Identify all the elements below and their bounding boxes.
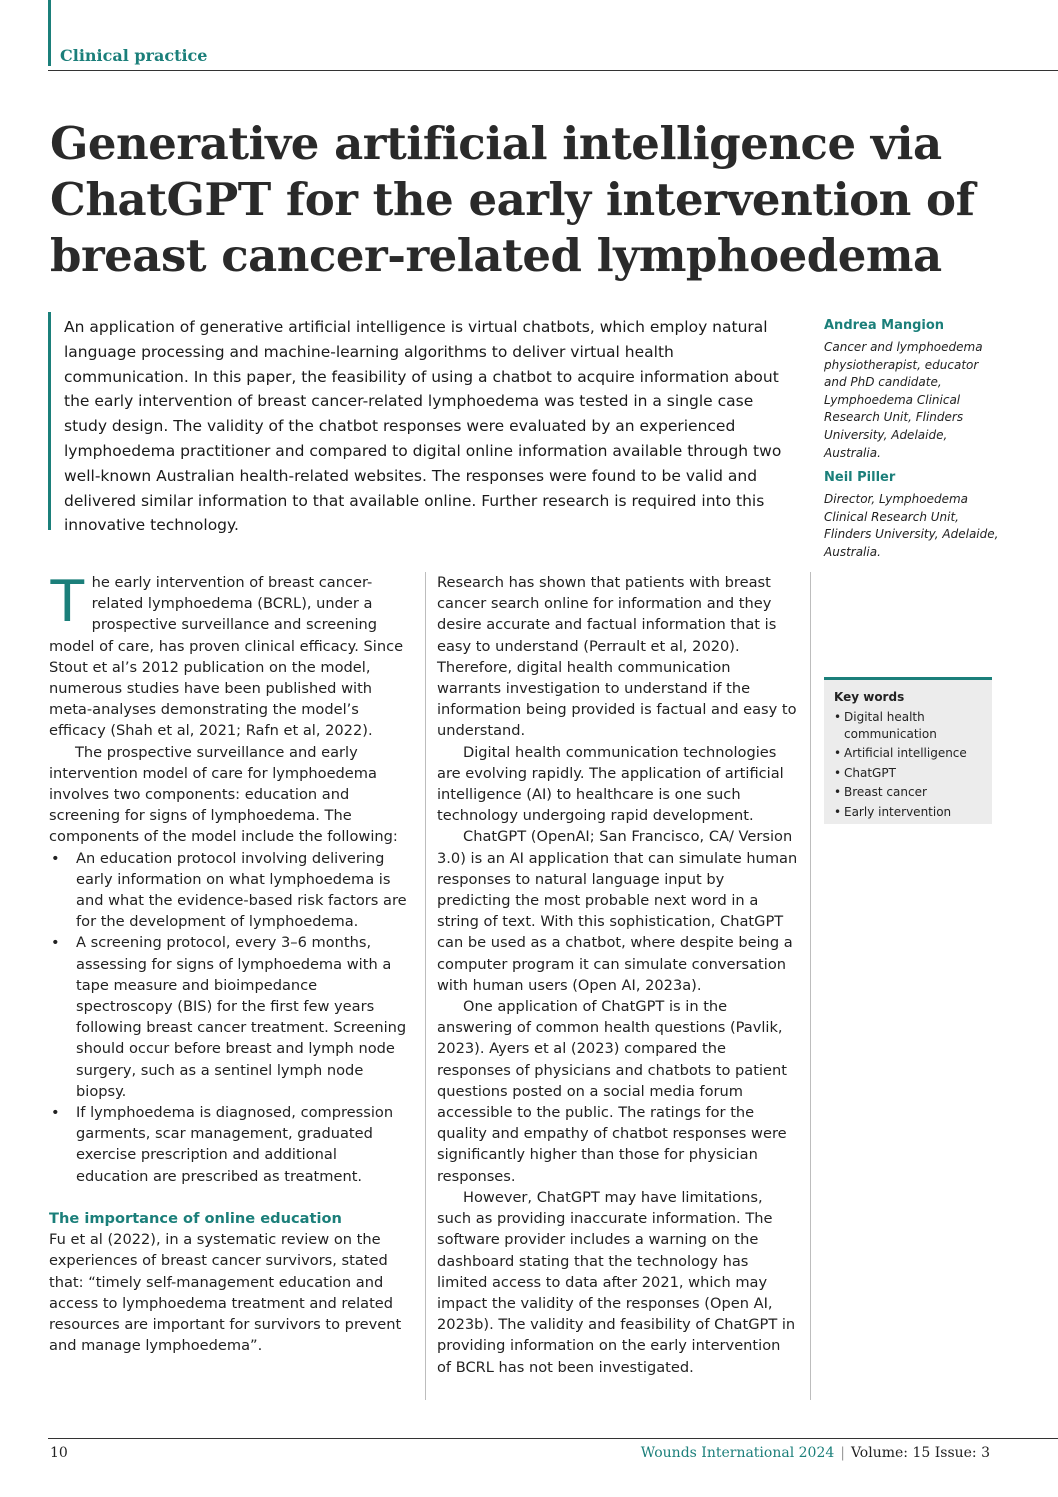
body-paragraph: ChatGPT (OpenAI; San Francisco, CA/ Version 3.0) is an AI application that can simulate human responses to natural language input by predicting the most probable next word in a string of text. With this sophistication, ChatGPT can be used as a chatbot, where despite being a computer program it can simulate conversation with human users (Open AI, 2023a). (437, 828, 798, 994)
keyword-item: • Breast cancer (834, 784, 982, 801)
author-name: Neil Piller (824, 470, 896, 486)
body-paragraph: Research has shown that patients with breast cancer search online for information and they desire accurate and factual information that is easy to understand (Perrault et al, 2020). Therefore, digital health communication warrants investigation to understand if the information being provided is factual and easy to understand. (437, 574, 797, 740)
journal-issue: Volume: 15 Issue: 3 (850, 1445, 990, 1461)
keywords-box (824, 677, 992, 824)
article-title: Generative artificial intelligence via ChatGPT for the early intervention of breast cancer-related lymphoedema (50, 117, 975, 282)
keywords-title: Key words (834, 690, 905, 704)
keyword-item: • Artificial intelligence (834, 745, 982, 762)
page-number: 10 (50, 1445, 68, 1461)
journal-name: Wounds International 2024 (640, 1445, 835, 1461)
body-paragraph: The prospective surveillance and early intervention model of care for lymphoedema involves two components: education and screening for signs of lymphoedema. The components of the model include the following: (49, 743, 398, 846)
body-paragraph: However, ChatGPT may have limitations, such as providing inaccurate information. The software provider includes a warning on the dashboard stating that the technology has limited access to data after 2021, which may impact the validity of the responses (Open AI, 2023b). The validity and feasibility of ChatGPT in providing information on the early intervention of BCRL has not been investigated. (437, 1188, 796, 1376)
footer-separator: | (840, 1445, 845, 1461)
author-name: Andrea Mangion (824, 318, 945, 333)
bullet-item: • If lymphoedema is diagnosed, compression garments, scar management, graduated exercise prescription and additional education are prescribed as treatment. (49, 1102, 409, 1187)
keyword-item: • ChatGPT (834, 765, 982, 782)
header-rule (48, 70, 1058, 71)
keyword-item: • Early intervention (834, 804, 982, 821)
header-accent-bar (48, 0, 51, 66)
keywords-list (834, 709, 982, 820)
keyword-item: • Digital health communication (834, 709, 982, 742)
abstract: An application of generative artificial intelligence is virtual chatbots, which employ natural language processing and machine-learning algorithms to deliver virtual health communication. In this paper, the feasibility of using a chatbot to acquire information about the early intervention of breast cancer-related lymphoedema was tested in a single case study design. The validity of the chatbot responses were evaluated by an experienced lymphoedema practitioner and compared to digital online information available through two well-known Australian health-related websites. The responses were found to be valid and delivered similar information to that available online. Further research is required into this innovative technology. (64, 318, 782, 535)
section-subheading: The importance of online education (49, 1209, 342, 1227)
bullet-list (49, 848, 409, 1187)
author-list (824, 318, 1002, 570)
abstract-accent-bar (48, 312, 51, 530)
drop-cap: T (49, 567, 86, 634)
author-affiliation: Cancer and lymphoedema physiotherapist, educator and PhD candidate, Lymphoedema Clinical Research Unit, Flinders University, Adelaide, Australia. (824, 340, 983, 460)
body-column-2 (437, 572, 799, 1378)
body-column-1 (49, 567, 409, 1356)
paragraph-text: he early intervention of breast cancer-related lymphoedema (BCRL), under a prospective surveillance and screening model of care, has proven clinical efficacy. Since Stout et al’s 2012 publication on the model, numerous studies have been published with meta-analyses demonstrating the model’s efficacy (Shah et al, 2021; Rafn et al, 2022). (49, 574, 404, 740)
bullet-item: • A screening protocol, every 3–6 months, assessing for signs of lymphoedema with a tape measure and bioimpedance spectroscopy (BIS) for the first few years following breast cancer treatment. Screening should occur before breast and lymph node surgery, such as a sentinel lymph node biopsy. (49, 932, 409, 1102)
author-affiliation: Director, Lymphoedema Clinical Research Unit, Flinders University, Adelaide, Australia. (824, 492, 999, 559)
section-label: Clinical practice (60, 46, 208, 65)
body-paragraph: Digital health communication technologies are evolving rapidly. The application of artificial intelligence (AI) to healthcare is one such technology undergoing rapid development. (437, 743, 784, 825)
body-paragraph (49, 567, 409, 742)
body-paragraph: Fu et al (2022), in a systematic review on the experiences of breast cancer survivors, stated that: “timely self-management education and access to lymphoedema treatment and related resources are important for survivors to prevent and manage lymphoedema”. (49, 1231, 402, 1355)
footer-rule (48, 1438, 1058, 1439)
column-divider (810, 572, 811, 1400)
bullet-item: • An education protocol involving delivering early information on what lymphoedema is and what the evidence-based risk factors are for the development of lymphoedema. (49, 848, 409, 933)
journal-info (641, 1445, 990, 1461)
body-paragraph: One application of ChatGPT is in the answering of common health questions (Pavlik, 2023). Ayers et al (2023) compared the responses of physicians and chatbots to patient questions posted on a social media forum accessible to the public. The ratings for the quality and empathy of chatbot responses were significantly higher than those for physician responses. (437, 998, 787, 1185)
column-divider (425, 572, 426, 1400)
